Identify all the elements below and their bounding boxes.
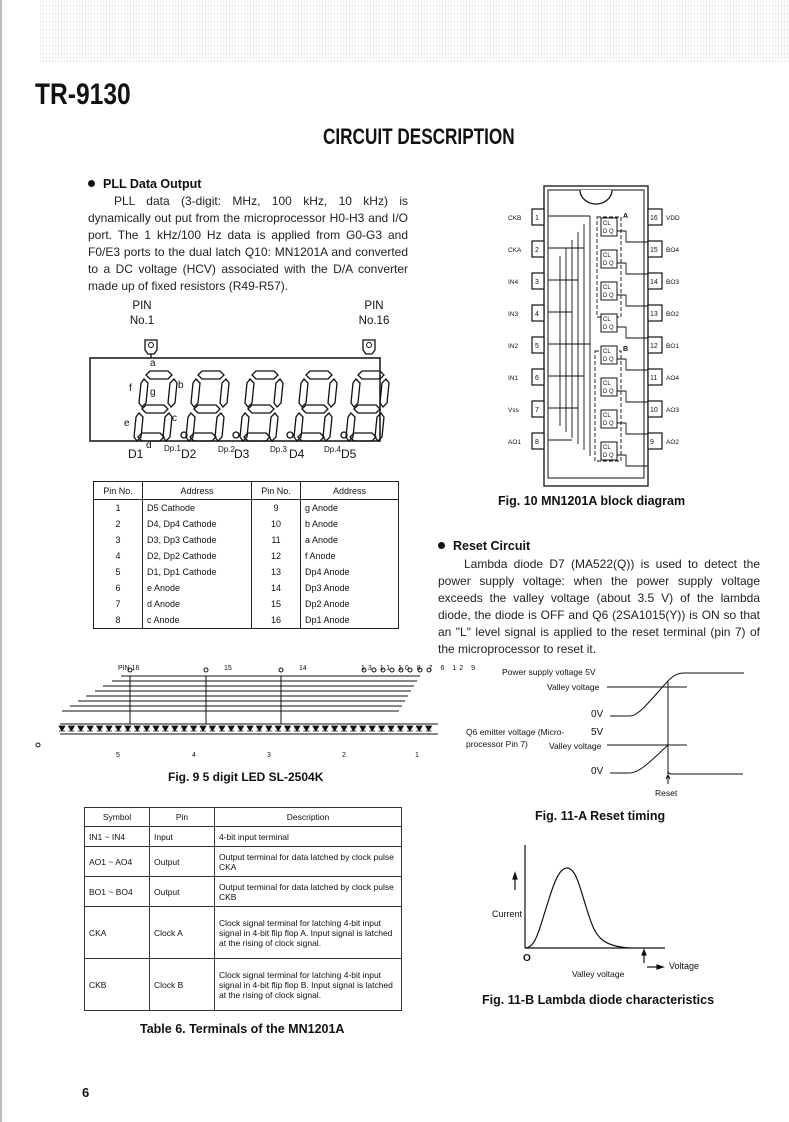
fig9-bottom-pin-2: 2 [342, 752, 346, 759]
fig9-bottom-pin-3: 3 [267, 752, 271, 759]
table-row: 4 D2, Dp2 Cathode 12 f Anode [94, 548, 399, 564]
fig9-pin-label: PIN 16 [118, 665, 140, 672]
svg-text:7: 7 [535, 407, 539, 414]
svg-text:6: 6 [535, 375, 539, 382]
pin16-label: PIN No.16 [358, 300, 390, 327]
mn1201a-block-diagram [508, 186, 720, 486]
svg-text:14: 14 [650, 279, 658, 286]
svg-text:IN3: IN3 [508, 311, 519, 318]
table-row: AO1 ~ AO4 Output Output terminal for data latched by clock pulse CKA [85, 847, 402, 877]
col-header: Address [143, 482, 252, 500]
fig9-bottom-pin-1: 1 [415, 752, 419, 759]
dp2-label: Dp.2 [218, 445, 235, 454]
svg-text:D Q: D Q [603, 389, 614, 395]
bullet-icon [88, 180, 95, 187]
lambda-diode-chart [515, 845, 715, 975]
svg-text:CL: CL [603, 253, 611, 259]
svg-text:Vss: Vss [508, 407, 519, 414]
svg-text:CL: CL [603, 285, 611, 291]
svg-text:BO4: BO4 [666, 247, 680, 254]
segment-a-label: a [150, 358, 156, 369]
svg-text:IN2: IN2 [508, 343, 519, 350]
svg-text:AO3: AO3 [666, 407, 680, 414]
page-edge [0, 0, 2, 1122]
svg-text:BO2: BO2 [666, 311, 680, 318]
table-row: CKB Clock B Clock signal terminal for latching 4-bit input signal in 4-bit flip flop B. Input signal is latched at the rising of clock signal. [85, 959, 402, 1011]
svg-text:15: 15 [650, 247, 658, 254]
svg-text:D Q: D Q [603, 293, 614, 299]
svg-text:5: 5 [535, 343, 539, 350]
svg-text:1: 1 [535, 215, 539, 222]
table-header-row [85, 808, 402, 827]
col-header: Address [301, 482, 399, 500]
pll-paragraph: PLL data (3-digit: MHz, 100 kHz, 10 kHz) is dynamically out put from the microprocessor H0-H3 and I/O port. The 1 kHz/100 Hz data is applied from G0-G3 and F0/E3 ports to the dual latch Q10: MN1201A and converted to a DC voltage (HCV) associated with the D/A converter made up of fixed resistors (R49-R57). [88, 194, 408, 293]
svg-text:CL: CL [603, 445, 611, 451]
col-header: Pin No. [94, 482, 143, 500]
segment-g-label: g [150, 387, 156, 398]
table-row: IN1 ~ IN4 Input 4-bit input terminal [85, 827, 402, 847]
svg-text:D Q: D Q [603, 357, 614, 363]
svg-text:D Q: D Q [603, 229, 614, 235]
five-v-label: 5V [591, 727, 604, 738]
segment-d-label: d [146, 440, 152, 451]
voltage-axis-label: Voltage [669, 961, 700, 971]
svg-text:CL: CL [603, 413, 611, 419]
svg-text:CKA: CKA [508, 247, 522, 254]
digit-d5-label: D5 [341, 447, 357, 461]
reset-paragraph: Lambda diode D7 (MA522(Q)) is used to detect the power supply voltage: when the power supply voltage exceeds the valley voltage (about 3.5 V) of the lambda diode, the diode is OFF and Q6 (2SA1015(Y)) is ON so that an "L" level signal is applied to the reset terminal (pin 7) of the microprocessor to reset it. [438, 557, 760, 656]
svg-text:IN1: IN1 [508, 375, 519, 382]
page-number: 6 [82, 1085, 90, 1100]
svg-text:16: 16 [650, 215, 658, 222]
digit-d3-label: D3 [234, 447, 250, 461]
svg-text:9: 9 [650, 439, 654, 446]
svg-text:11: 11 [650, 375, 658, 382]
svg-text:AO1: AO1 [508, 439, 522, 446]
led-pin-table [93, 481, 399, 629]
dp1-label: Dp.1 [164, 444, 181, 453]
svg-text:CL: CL [603, 349, 611, 355]
terminals-table [84, 807, 402, 1011]
svg-text:D Q: D Q [603, 261, 614, 267]
col-header: Symbol [85, 808, 150, 827]
svg-text:BO3: BO3 [666, 279, 680, 286]
svg-text:8: 8 [535, 439, 539, 446]
fig10-caption: Fig. 10 MN1201A block diagram [498, 494, 686, 508]
pin1-label: PIN No.1 [129, 300, 155, 327]
table-row: BO1 ~ BO4 Output Output terminal for data latched by clock pulse CKB [85, 877, 402, 907]
svg-text:2: 2 [535, 247, 539, 254]
fig9-caption: Fig. 9 5 digit LED SL-2504K [168, 770, 324, 784]
fig11b-caption: Fig. 11-B Lambda diode characteristics [482, 993, 715, 1007]
svg-text:CL: CL [603, 317, 611, 323]
table-row: 8 c Anode 16 Dp1 Anode [94, 612, 399, 629]
seven-segment-display-diagram [110, 335, 430, 455]
col-header: Description [215, 808, 402, 827]
svg-text:D Q: D Q [603, 325, 614, 331]
svg-text:AO2: AO2 [666, 439, 680, 446]
svg-text:12: 12 [650, 343, 658, 350]
scan-noise-band [40, 0, 789, 62]
digit-d4-label: D4 [289, 447, 305, 461]
fig11a-caption: Fig. 11-A Reset timing [535, 809, 666, 823]
reset-heading [438, 539, 530, 553]
svg-text:AO4: AO4 [666, 375, 680, 382]
segment-f-label: f [129, 383, 132, 394]
fig9-bottom-pin-4: 4 [192, 752, 196, 759]
digit-d1-label: D1 [128, 447, 144, 461]
q6-emitter-label: Q6 emitter voltage (Micro- processor Pin 7) [466, 727, 565, 749]
svg-text:A: A [623, 213, 629, 220]
pll-heading-text: PLL Data Output [103, 177, 202, 191]
table-row: CKA Clock A Clock signal terminal for latching 4-bit input signal in 4-bit flip flop A. Input signal is latched at the rising of clock signal. [85, 907, 402, 959]
table-row: 6 e Anode 14 Dp3 Anode [94, 580, 399, 596]
table-header-row [94, 482, 399, 500]
segment-b-label: b [178, 380, 184, 391]
fig9-pin-15: 15 [224, 665, 232, 672]
svg-text:CKB: CKB [508, 215, 522, 222]
dp4-label: Dp.4 [324, 445, 341, 454]
svg-text:3: 3 [535, 279, 539, 286]
table-row: 7 d Anode 15 Dp2 Anode [94, 596, 399, 612]
dp3-label: Dp.3 [270, 445, 287, 454]
table-row: 3 D3, Dp3 Cathode 11 a Anode [94, 532, 399, 548]
zero-v-label-1: 0V [591, 709, 604, 720]
fig9-pin-14: 14 [299, 665, 307, 672]
bullet-icon [438, 542, 445, 549]
svg-text:BO1: BO1 [666, 343, 680, 350]
valley-voltage-label-2: Valley voltage [549, 741, 602, 751]
table-row: 5 D1, Dp1 Cathode 13 Dp4 Anode [94, 564, 399, 580]
segment-c-label: c [172, 413, 177, 424]
valley-voltage-label-1: Valley voltage [547, 682, 600, 692]
table-row: 2 D4, Dp4 Cathode 10 b Anode [94, 516, 399, 532]
svg-text:10: 10 [650, 407, 658, 414]
reset-heading-text: Reset Circuit [453, 539, 531, 553]
svg-text:IN4: IN4 [508, 279, 519, 286]
svg-text:4: 4 [535, 311, 539, 318]
fig9-bottom-pin-5: 5 [116, 752, 120, 759]
valley-voltage-label: Valley voltage [572, 969, 625, 979]
origin-label: O [523, 953, 531, 964]
table-row: 1 D5 Cathode 9 g Anode [94, 500, 399, 517]
svg-text:CL: CL [603, 221, 611, 227]
reset-timing-chart [607, 672, 757, 792]
svg-text:VDD: VDD [666, 215, 680, 222]
svg-text:CL: CL [603, 381, 611, 387]
segment-e-label: e [124, 418, 130, 429]
power-supply-label: Power supply voltage 5V [502, 667, 596, 677]
current-axis-label: Current [492, 909, 523, 919]
led-wiring-diagram [84, 664, 454, 764]
zero-v-label-2: 0V [591, 766, 604, 777]
svg-text:B: B [623, 346, 629, 353]
svg-text:D Q: D Q [603, 421, 614, 427]
model-title: TR-9130 [35, 78, 131, 111]
svg-text:13: 13 [650, 311, 658, 318]
fig9-pins-right: 13 11 10 8 7 6 12 9 [361, 665, 478, 672]
pll-heading [88, 177, 201, 191]
digit-d2-label: D2 [181, 447, 197, 461]
table6-caption: Table 6. Terminals of the MN1201A [140, 1022, 345, 1036]
col-header: Pin No. [252, 482, 301, 500]
reset-marker-label: Reset [655, 788, 678, 798]
col-header: Pin [150, 808, 215, 827]
svg-text:D Q: D Q [603, 453, 614, 459]
section-title: CIRCUIT DESCRIPTION [323, 124, 515, 149]
